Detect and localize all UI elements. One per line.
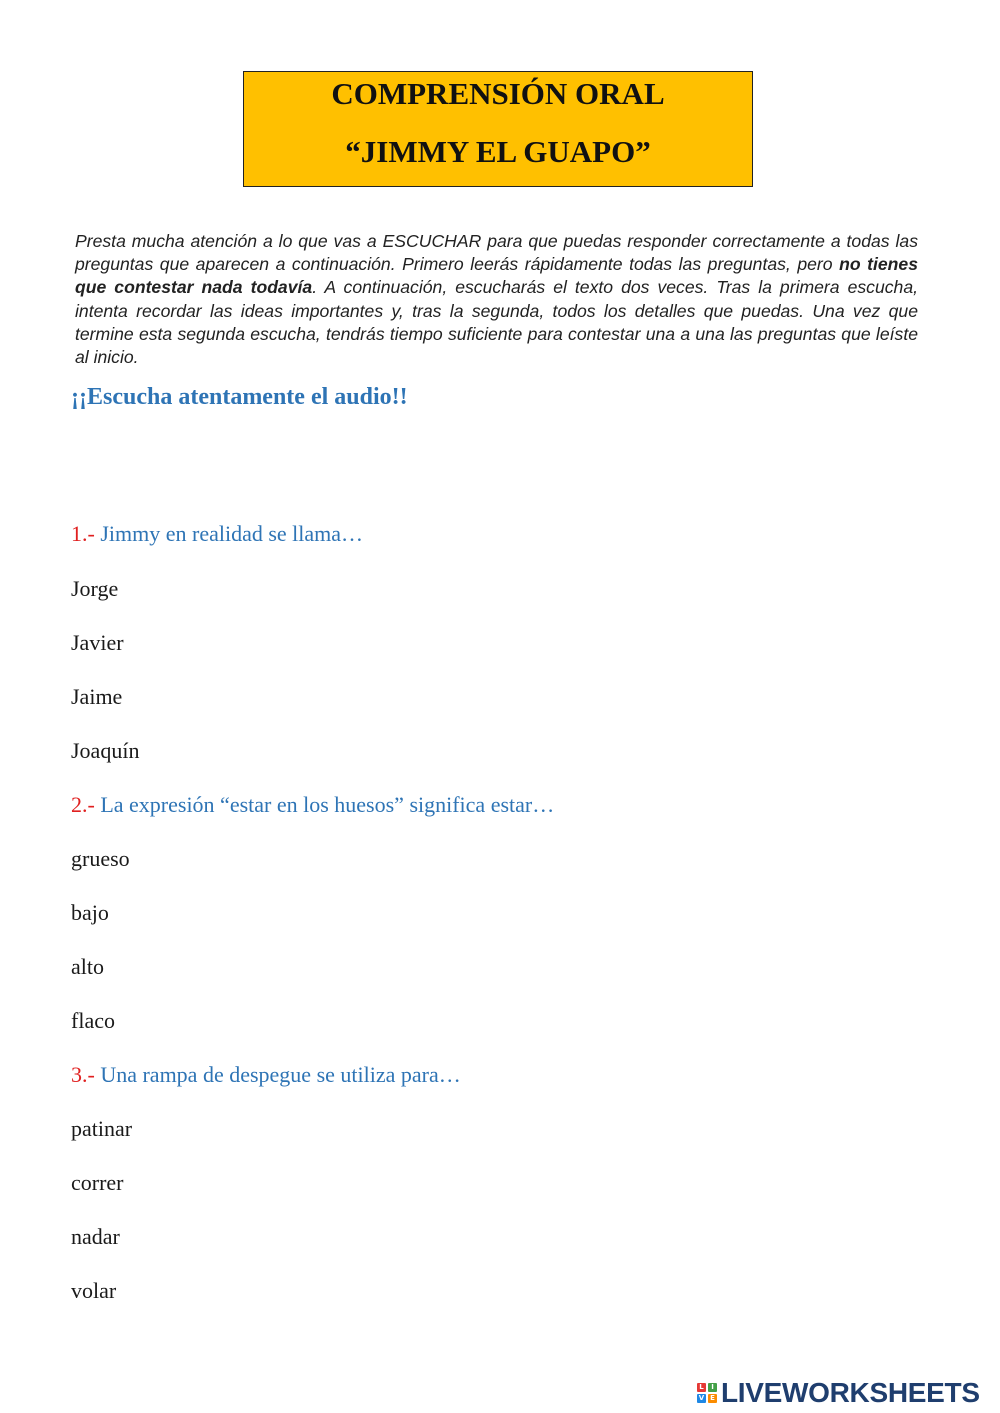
instructions-paragraph <box>75 230 918 369</box>
q3-option-2[interactable]: correr <box>71 1170 124 1195</box>
q2-option-2[interactable]: bajo <box>71 900 109 925</box>
listen-heading: ¡¡Escucha atentamente el audio!! <box>71 384 408 410</box>
q1-option-2[interactable]: Javier <box>71 630 124 655</box>
logo-cell-i: I <box>708 1383 717 1392</box>
question-number: 1.- <box>71 521 95 546</box>
title-line-1: COMPRENSIÓN ORAL <box>331 76 665 111</box>
q1-option-1[interactable]: Jorge <box>71 576 119 601</box>
q3-option-1[interactable]: patinar <box>71 1116 133 1141</box>
logo-text: LIVEWORKSHEETS <box>721 1377 980 1408</box>
q2-option-4[interactable]: flaco <box>71 1008 115 1033</box>
question-number: 2.- <box>71 792 95 817</box>
instructions-bold: no tienes que contestar nada todavía <box>75 254 918 298</box>
q3-option-4[interactable]: volar <box>71 1278 117 1303</box>
logo-mark-icon <box>697 1383 717 1403</box>
q1-option-3[interactable]: Jaime <box>71 684 123 709</box>
question-text: Jimmy en realidad se llama… <box>100 521 364 546</box>
question-number: 3.- <box>71 1062 95 1087</box>
question-text: Una rampa de despegue se utiliza para… <box>100 1062 461 1087</box>
question-3 <box>71 1062 461 1088</box>
logo-cell-e: E <box>708 1394 717 1403</box>
logo-cell-v: V <box>698 1394 705 1402</box>
question-text: La expresión “estar en los huesos” significa estar… <box>100 792 555 817</box>
question-2 <box>71 792 554 818</box>
q3-option-3[interactable]: nadar <box>71 1224 120 1249</box>
title-box <box>243 71 753 187</box>
instructions-text-1: Presta mucha atención a lo que vas a ESCUCHAR para que puedas responder correctamente a todas las preguntas que aparecen a continuación. Primero leerás rápidamente todas las preguntas, pero <box>75 231 918 275</box>
title-line-2: “JIMMY EL GUAPO” <box>345 134 651 169</box>
q2-option-3[interactable]: alto <box>71 954 104 979</box>
logo-cell-l: L <box>697 1383 706 1392</box>
instructions-text-2: . A continuación, escucharás el texto dos veces. Tras la primera escucha, intenta recordar las ideas importantes y, tras la segunda, todos los detalles que puedas. Una vez que termine esta segunda escucha, tendrás tiempo suficiente para contestar una a una las preguntas que leíste al inicio. <box>75 277 918 368</box>
liveworksheets-logo <box>697 1376 980 1410</box>
q2-option-1[interactable]: grueso <box>71 846 130 871</box>
q1-option-4[interactable]: Joaquín <box>71 738 140 763</box>
question-1 <box>71 521 363 547</box>
